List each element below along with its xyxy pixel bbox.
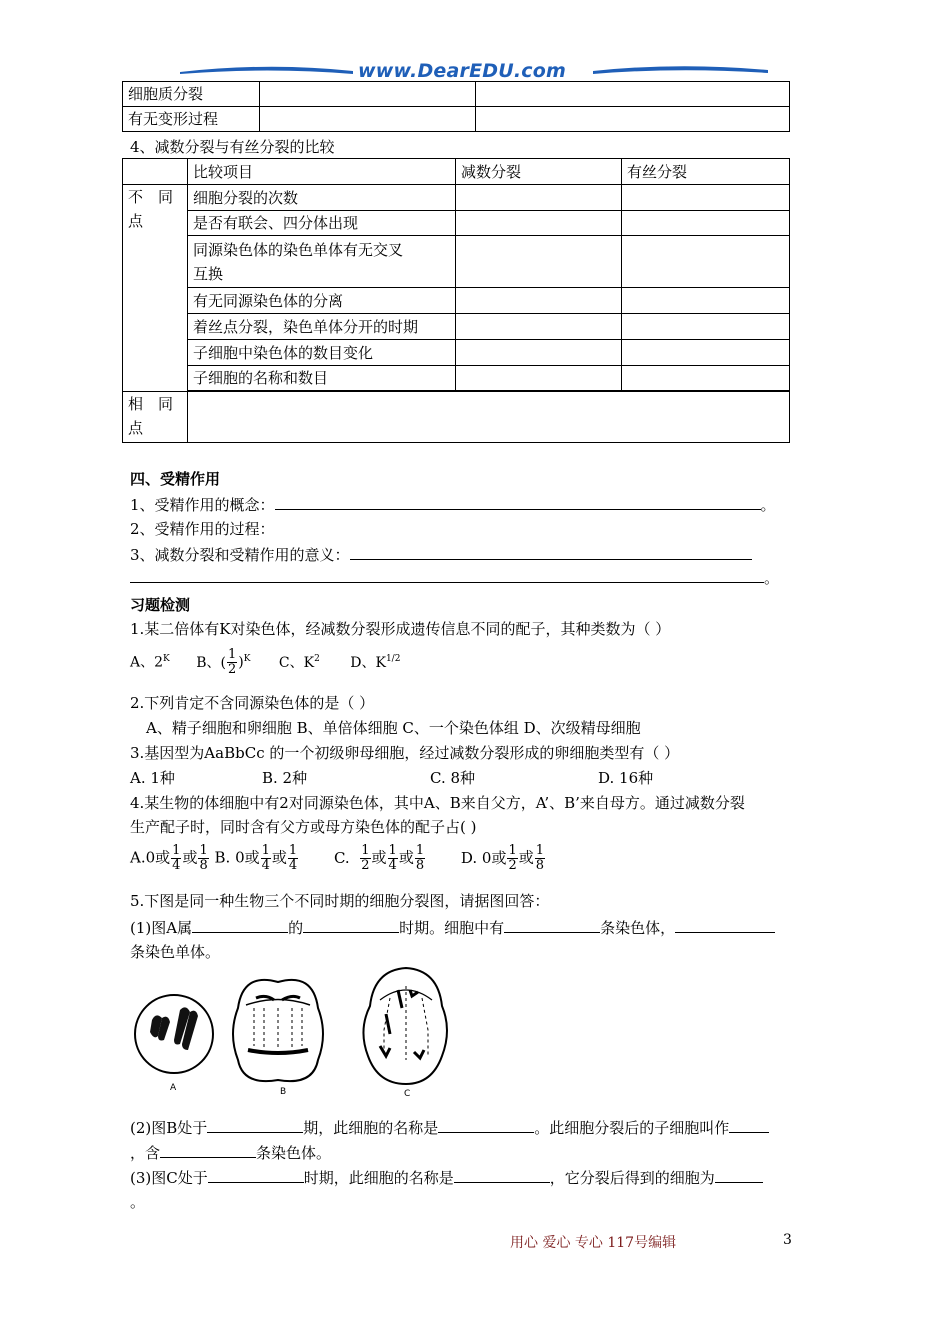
cell-empty — [456, 236, 622, 288]
cell-empty — [456, 340, 622, 366]
fig-label-b: B — [280, 1087, 287, 1097]
diff-item: 同源染色体的染色单体有无交叉 互换 — [188, 236, 456, 288]
diff-item: 子细胞的名称和数目 — [188, 366, 456, 391]
top-table — [122, 81, 790, 132]
q5-part3-cont: 。 — [130, 1193, 146, 1211]
cell-empty — [456, 288, 622, 314]
q3-stem: 3.基因型为AaBbCc 的一个初级卵母细胞，经过减数分裂形成的卵细胞类型有（ ） — [130, 744, 680, 762]
q1-options: A、$2^K$ B、( $\frac{1}{2}$ )$^K$ C、$K^2$ D、$K^{1/2}$ — [130, 647, 401, 677]
diff-item: 有无同源染色体的分离 — [188, 288, 456, 314]
comparison-title: 4、减数分裂与有丝分裂的比较 — [130, 138, 335, 156]
cell-empty — [456, 314, 622, 340]
q5-part2-cont: ，含 条染色体。 — [130, 1141, 331, 1163]
diff-label: 不 同 点 — [123, 185, 188, 392]
header-item: 比较项目 — [188, 159, 456, 185]
q5-part1-cont: 条染色单体。 — [130, 943, 221, 961]
cell-empty — [622, 211, 790, 236]
cell-empty — [456, 185, 622, 211]
cell-empty — [622, 340, 790, 366]
cell-empty — [622, 314, 790, 340]
cell-a-diagram — [135, 995, 213, 1073]
q3-option-d: D. 16种 — [598, 769, 654, 787]
q2-options: A、精子细胞和卵细胞 B、单倍体细胞 C、一个染色体组 D、次级精母细胞 — [146, 719, 641, 737]
q3-option-b: B. 2种 — [262, 769, 308, 787]
q1-stem: 1.某二倍体有K对染色体，经减数分裂形成遗传信息不同的配子，其种类数为（ ） — [130, 620, 671, 638]
cell-empty — [476, 82, 790, 107]
comparison-table — [122, 158, 790, 443]
fig-label-a: A — [170, 1083, 177, 1093]
cell-empty — [622, 236, 790, 288]
fertilization-q3-cont: 。 — [130, 566, 779, 588]
cell-empty — [622, 366, 790, 391]
same-content — [188, 392, 790, 443]
q3-option-c: C. 8种 — [430, 769, 476, 787]
diff-item: 是否有联会、四分体出现 — [188, 211, 456, 236]
diff-item: 着丝点分裂，染色单体分开的时期 — [188, 314, 456, 340]
diff-item: 细胞分裂的次数 — [188, 185, 456, 211]
cell-division-figure — [128, 960, 458, 1100]
header-meiosis: 减数分裂 — [456, 159, 622, 185]
row-label-cytoplasm: 细胞质分裂 — [123, 82, 260, 107]
page-number: 3 — [783, 1232, 792, 1248]
fig-label-c: C — [404, 1089, 411, 1099]
footer-note: 用心 爱心 专心 117号编辑 — [510, 1235, 677, 1251]
cell-empty — [456, 211, 622, 236]
fertilization-q1: 1、受精作用的概念： 。 — [130, 493, 776, 515]
logo-text: www.DearEDU.com — [358, 60, 567, 82]
cell-empty — [622, 288, 790, 314]
q5-part1: (1)图A属 的 时期。细胞中有 条染色体， — [130, 916, 775, 938]
q5-part2: (2)图B处于 期，此细胞的名称是 。此细胞分裂后的子细胞叫作 — [130, 1116, 769, 1138]
row-label-deformation: 有无变形过程 — [123, 107, 260, 132]
q2-stem: 2.下列肯定不含同源染色体的是（ ） — [130, 694, 375, 712]
exercises-title: 习题检测 — [130, 596, 191, 614]
same-label: 相 同 点 — [123, 392, 188, 443]
q3-option-a: A. 1种 — [130, 769, 175, 787]
fertilization-q3: 3、减数分裂和受精作用的意义： — [130, 543, 752, 565]
q5-part3: (3)图C处于 时期，此细胞的名称是 ，它分裂后得到的细胞为 — [130, 1166, 763, 1188]
header-mitosis: 有丝分裂 — [622, 159, 790, 185]
cell-empty — [260, 82, 476, 107]
fertilization-q2: 2、受精作用的过程： — [130, 520, 275, 538]
q4-stem-2: 生产配子时，同时含有父方或母方染色体的配子占( ) — [130, 818, 477, 836]
diff-item: 子细胞中染色体的数目变化 — [188, 340, 456, 366]
cell-empty — [476, 107, 790, 132]
q4-stem-1: 4.某生物的体细胞中有2对同源染色体，其中A、B来自父方，A’、B’来自母方。通过减数分裂 — [130, 794, 745, 812]
cell-empty — [456, 366, 622, 391]
header-blank — [123, 159, 188, 185]
q4-options: A.0或 $\frac{1}{4}$ 或 $\frac{1}{8}$ B. 0或 $\frac{1}{4}$ 或 $\frac{1}{4}$ C. $\frac{1}{2}$ 或 $\frac{1}{4}$ 或 $\frac{1}{8}$ D. 0或 $\frac{1}{2}$ 或 $\frac{1}{8}$ — [130, 843, 545, 873]
section-title-fertilization: 四、受精作用 — [130, 470, 221, 488]
cell-empty — [260, 107, 476, 132]
q5-stem: 5.下图是同一种生物三个不同时期的细胞分裂图，请据图回答： — [130, 892, 550, 910]
cell-b-diagram — [233, 980, 323, 1081]
cell-c-diagram — [363, 968, 447, 1084]
cell-empty — [622, 185, 790, 211]
